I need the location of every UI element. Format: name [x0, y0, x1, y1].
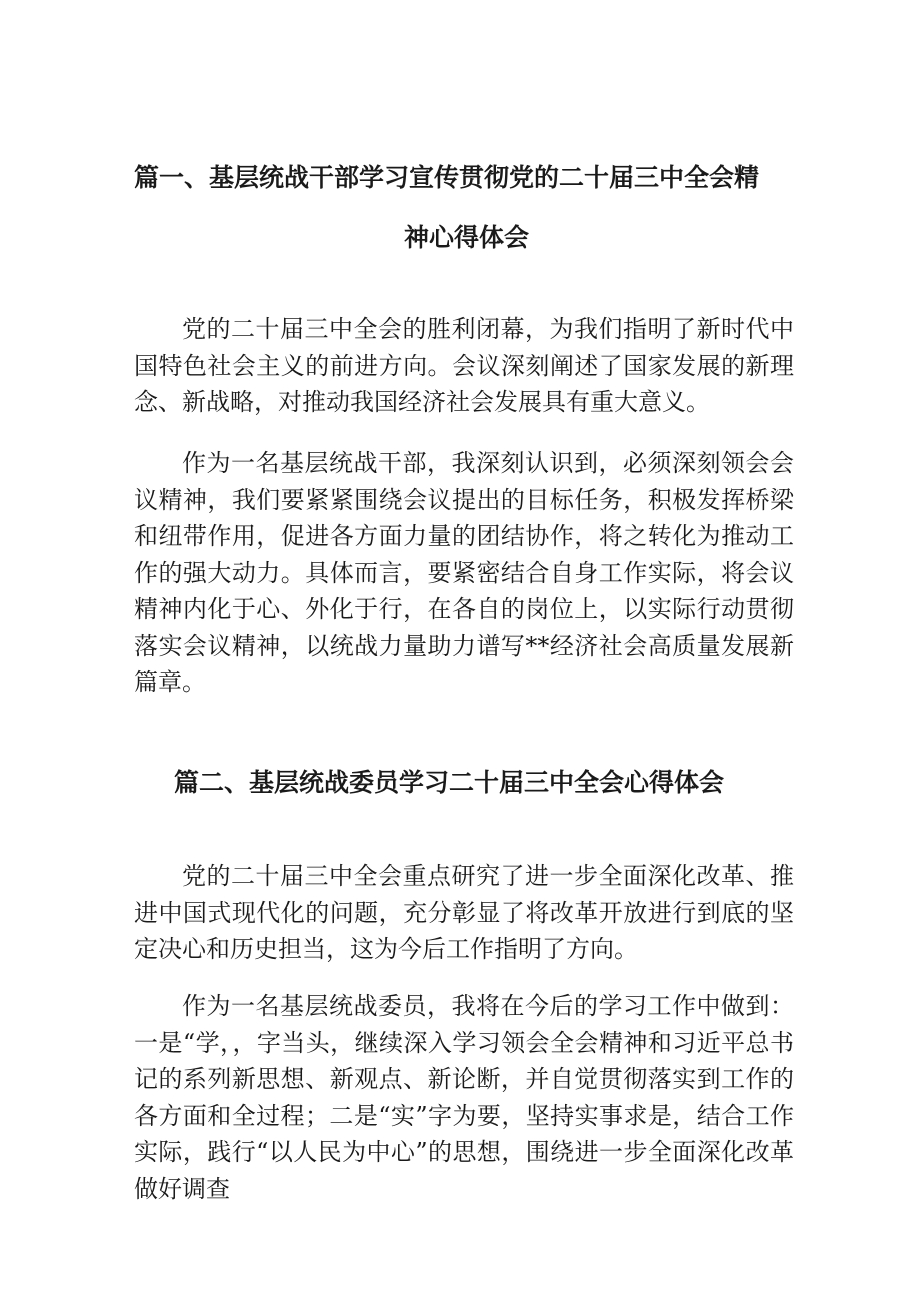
section-2-paragraph-2: 作为一名基层统战委员，我将在今后的学习工作中做到：一是“学，，字当头，继续深入学习领会全会精神和习近平总书记的系列新思想、新观点、新论断，并自觉贯彻落实到工作的各方面和全过程；二是“实”字为要，坚持实事求是，结合工作实际，践行“以人民为中心”的思想，围绕进一步全面深化改革做好调查	[134, 992, 794, 1203]
section-1-title-line-1: 篇一、基层统战干部学习宣传贯彻党的二十届三中全会精	[134, 163, 760, 192]
section-2-paragraph-1: 党的二十届三中全会重点研究了进一步全面深化改革、推进中国式现代化的问题，充分彰显了将改革开放进行到底的坚定决心和历史担当，这为今后工作指明了方向。	[134, 862, 794, 963]
section-1-title-line-2: 神心得体会	[404, 223, 530, 252]
section-1-paragraph-1: 党的二十届三中全会的胜利闭幕，为我们指明了新时代中国特色社会主义的前进方向。会议深刻阐述了国家发展的新理念、新战略，对推动我国经济社会发展具有重大意义。	[134, 315, 794, 416]
section-2-title: 篇二、基层统战委员学习二十届三中全会心得体会	[174, 768, 725, 797]
section-1-paragraph-2: 作为一名基层统战干部，我深刻认识到，必须深刻领会会议精神，我们要紧紧围绕会议提出的目标任务，积极发挥桥梁和纽带作用，促进各方面力量的团结协作，将之转化为推动工作的强大动力。具体而言，要紧密结合自身工作实际，将会议精神内化于心、外化于行，在各自的岗位上，以实际行动贯彻落实会议精神，以统战力量助力谱写**经济社会高质量发展新篇章。	[134, 449, 794, 696]
